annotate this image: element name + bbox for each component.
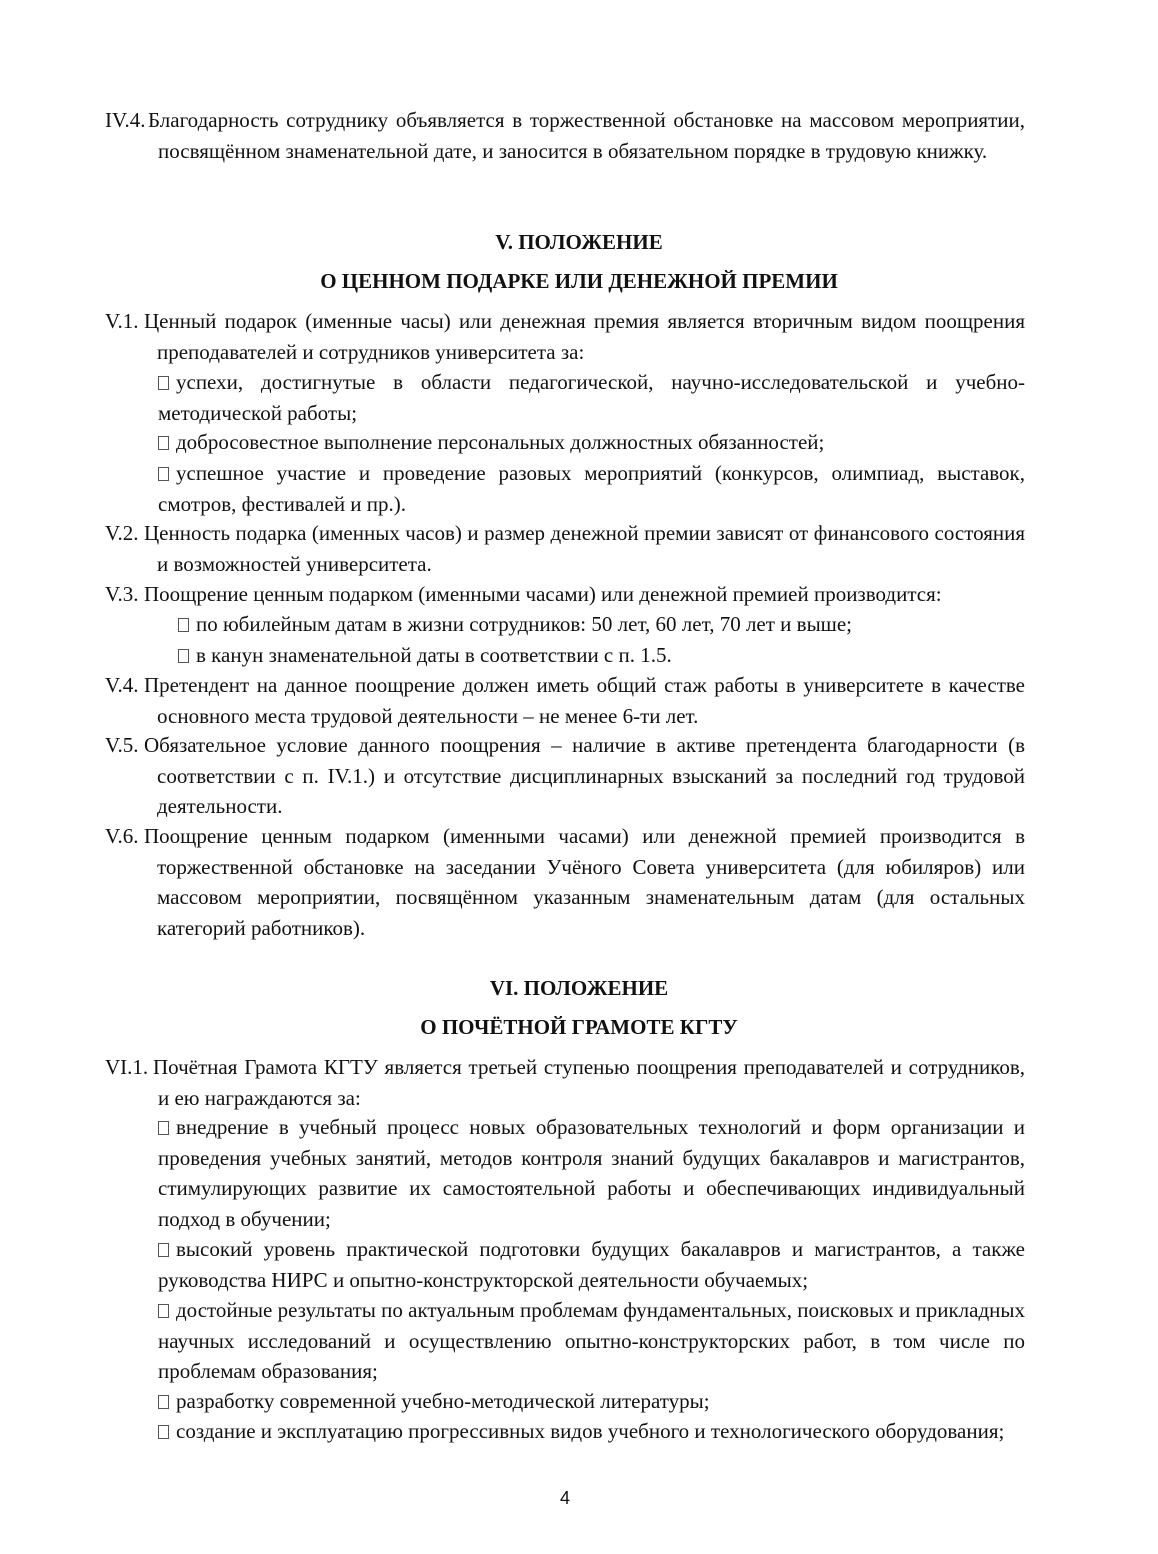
bullet-icon — [158, 1425, 169, 1439]
list-item: в канун знаменательной даты в соответствии с п. 1.5. — [178, 640, 1025, 671]
paragraph-text: Поощрение ценным подарком (именными часами) или денежной премией производится в торжественной обстановке на заседании Учёного Совета университета (для юбиляров) или массовом мероприятии, посвящённом указанным знаменательным датам (для остальных категорий работников). — [144, 824, 1025, 940]
paragraph-number: V.2. — [105, 521, 139, 545]
bullet-icon — [178, 618, 189, 632]
paragraph-number: V.1. — [105, 309, 139, 333]
list-item: добросовестное выполнение персональных должностных обязанностей; — [158, 427, 1025, 458]
paragraph-text: Обязательное условие данного поощрения – наличие в активе претендента благодарности (в соответствии с п. IV.1.) и отсутствие дисциплинарных взысканий за последний год трудовой деятельности. — [144, 733, 1025, 818]
paragraph-IV-4 — [105, 105, 1025, 166]
paragraph-text: Ценность подарка (именных часов) и размер денежной премии зависят от финансового состояния и возможностей университета. — [144, 521, 1025, 576]
paragraph-text: Ценный подарок (именные часы) или денежная премия является вторичным видом поощрения преподавателей и сотрудников университета за: — [144, 309, 1025, 364]
paragraph-number: V.5. — [105, 733, 139, 757]
paragraph-number: V.6. — [105, 824, 139, 848]
bullet-icon — [158, 1121, 169, 1135]
paragraph-number: V.4. — [105, 673, 139, 697]
bullet-icon — [158, 376, 169, 390]
section-VI-title: VI. ПОЛОЖЕНИЕ — [489, 976, 669, 1000]
paragraph-V-3 — [105, 579, 1025, 610]
paragraph-number: IV.4. — [105, 108, 146, 132]
paragraph-text: Поощрение ценным подарком (именными часами) или денежной премией производится: — [144, 582, 942, 606]
paragraph-V-6 — [105, 821, 1025, 943]
paragraph-VI-1 — [105, 1052, 1025, 1113]
paragraph-V-2 — [105, 518, 1025, 579]
list-item: успехи, достигнутые в области педагогической, научно-исследовательской и учебно-методической работы; — [158, 370, 1025, 425]
list-item: внедрение в учебный процесс новых образовательных технологий и форм организации и проведения учебных занятий, методов контроля знаний будущих бакалавров и магистрантов, стимулирующих развитие их самостоятельной работы и обеспечивающих индивидуальный подход в обучении; — [158, 1115, 1025, 1231]
bullet-icon — [158, 1243, 169, 1257]
list-item: достойные результаты по актуальным проблемам фундаментальных, поисковых и прикладных научных исследований и осуществлению опытно-конструкторских работ, в том числе по проблемам образования; — [158, 1298, 1025, 1383]
list-item: успешное участие и проведение разовых мероприятий (конкурсов, олимпиад, выставок, смотров, фестивалей и пр.). — [158, 461, 1025, 516]
bullet-icon — [178, 649, 189, 663]
page-number: 4 — [559, 1488, 570, 1508]
paragraph-text: Почётная Грамота КГТУ является третьей ступенью поощрения преподавателей и сотрудников, и ею награждаются за: — [153, 1055, 1025, 1110]
list-item: высокий уровень практической подготовки будущих бакалавров и магистрантов, а также руководства НИРС и опытно-конструкторской деятельности обучаемых; — [158, 1237, 1025, 1292]
bullet-icon — [158, 1304, 169, 1318]
paragraph-text: Претендент на данное поощрение должен иметь общий стаж работы в университете в качестве основного места трудовой деятельности – не менее 6-ти лет. — [144, 673, 1025, 728]
bullet-icon — [158, 1395, 169, 1409]
list-item: по юбилейным датам в жизни сотрудников: 50 лет, 60 лет, 70 лет и выше; — [178, 609, 1025, 640]
list-item: разработку современной учебно-методической литературы; — [158, 1386, 1025, 1417]
paragraph-number: V.3. — [105, 582, 139, 606]
list-item: создание и эксплуатацию прогрессивных видов учебного и технологического оборудования; — [158, 1416, 1025, 1447]
paragraph-number: VI.1. — [105, 1055, 149, 1079]
paragraph-text: Благодарность сотруднику объявляется в торжественной обстановке на массовом мероприятии, посвящённом знаменательной дате, и заносится в обязательном порядке в трудовую книжку. — [148, 108, 1025, 163]
section-V-subtitle: О ЦЕННОМ ПОДАРКЕ ИЛИ ДЕНЕЖНОЙ ПРЕМИИ — [320, 269, 838, 293]
paragraph-V-1 — [105, 306, 1025, 367]
bullet-icon — [158, 467, 169, 481]
section-V-title: V. ПОЛОЖЕНИЕ — [495, 230, 663, 254]
paragraph-V-5 — [105, 730, 1025, 822]
bullet-icon — [158, 436, 169, 450]
paragraph-V-4 — [105, 670, 1025, 731]
section-VI-subtitle: О ПОЧЁТНОЙ ГРАМОТЕ КГТУ — [420, 1015, 738, 1039]
